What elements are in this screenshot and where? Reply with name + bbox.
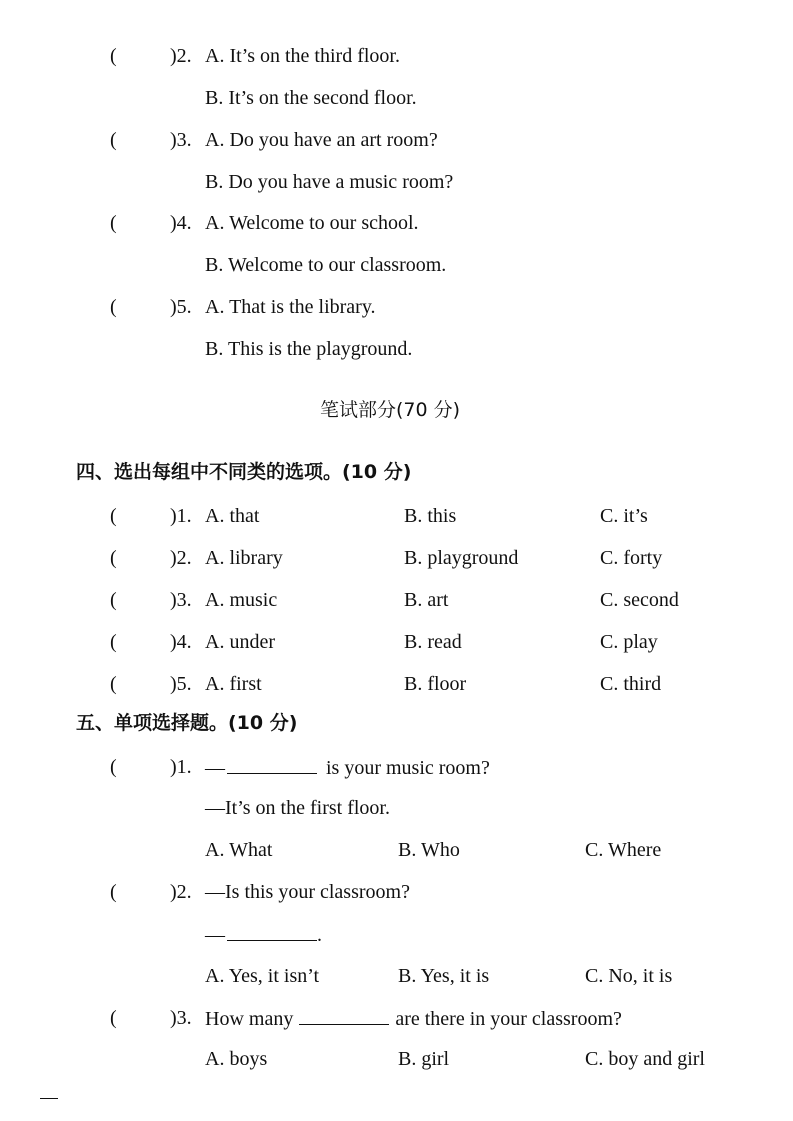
answer-line bbox=[205, 922, 322, 947]
option-b: B. This is the playground. bbox=[205, 338, 413, 360]
item-number: )2. bbox=[170, 881, 192, 903]
answer-paren[interactable]: ( bbox=[110, 45, 117, 67]
item-number: )2. bbox=[170, 547, 192, 569]
option-c: C. Where bbox=[585, 839, 662, 861]
answer-paren[interactable]: ( bbox=[110, 296, 117, 318]
section-heading: 四、选出每组中不同类的选项。(10 分) bbox=[76, 461, 412, 483]
answer-line: —It’s on the first floor. bbox=[205, 797, 390, 819]
item-number: )2. bbox=[170, 45, 192, 67]
option-b: B. girl bbox=[398, 1048, 450, 1070]
option-a: A. Do you have an art room? bbox=[205, 129, 438, 151]
answer-paren[interactable]: ( bbox=[110, 1007, 117, 1029]
option-b: B. floor bbox=[404, 673, 467, 695]
answer-paren[interactable]: ( bbox=[110, 631, 117, 653]
item-number: )4. bbox=[170, 631, 192, 653]
option-c: C. forty bbox=[600, 547, 663, 569]
answer-paren[interactable]: ( bbox=[110, 756, 117, 778]
option-c: C. No, it is bbox=[585, 965, 673, 987]
item-number: )1. bbox=[170, 756, 192, 778]
answer-paren[interactable]: ( bbox=[110, 881, 117, 903]
item-number: )5. bbox=[170, 673, 192, 695]
answer-paren[interactable]: ( bbox=[110, 212, 117, 234]
item-number: )5. bbox=[170, 296, 192, 318]
question-suffix: is your music room? bbox=[326, 757, 490, 779]
option-b: B. art bbox=[404, 589, 449, 611]
answer-blank[interactable] bbox=[227, 922, 317, 941]
option-a: A. boys bbox=[205, 1048, 268, 1070]
question-text bbox=[205, 755, 490, 780]
option-c: C. play bbox=[600, 631, 658, 653]
question-text bbox=[205, 1006, 622, 1031]
item-number: )4. bbox=[170, 212, 192, 234]
option-a: A. under bbox=[205, 631, 275, 653]
item-number: )3. bbox=[170, 129, 192, 151]
option-b: B. It’s on the second floor. bbox=[205, 87, 417, 109]
option-b: B. playground bbox=[404, 547, 519, 569]
answer-paren[interactable]: ( bbox=[110, 673, 117, 695]
answer-prefix: — bbox=[205, 924, 225, 946]
section-heading: 五、单项选择题。(10 分) bbox=[76, 712, 298, 734]
answer-blank[interactable] bbox=[227, 755, 317, 774]
section-title: 笔试部分(70 分) bbox=[320, 399, 461, 421]
option-b: B. Do you have a music room? bbox=[205, 171, 454, 193]
item-number: )1. bbox=[170, 505, 192, 527]
option-a: A. that bbox=[205, 505, 260, 527]
option-a: A. It’s on the third floor. bbox=[205, 45, 400, 67]
option-b: B. Welcome to our classroom. bbox=[205, 254, 447, 276]
answer-suffix: . bbox=[317, 924, 322, 946]
question-prefix: — bbox=[205, 757, 225, 779]
option-a: A. That is the library. bbox=[205, 296, 376, 318]
option-c: C. third bbox=[600, 673, 662, 695]
option-b: B. Who bbox=[398, 839, 460, 861]
option-c: C. boy and girl bbox=[585, 1048, 705, 1070]
item-number: )3. bbox=[170, 1007, 192, 1029]
option-c: C. second bbox=[600, 589, 679, 611]
option-a: A. Yes, it isn’t bbox=[205, 965, 320, 987]
option-a: A. first bbox=[205, 673, 262, 695]
option-c: C. it’s bbox=[600, 505, 648, 527]
question-text: —Is this your classroom? bbox=[205, 881, 410, 903]
answer-blank[interactable] bbox=[299, 1006, 389, 1025]
answer-paren[interactable]: ( bbox=[110, 547, 117, 569]
option-b: B. this bbox=[404, 505, 457, 527]
option-b: B. Yes, it is bbox=[398, 965, 490, 987]
question-prefix: How many bbox=[205, 1008, 294, 1030]
item-number: )3. bbox=[170, 589, 192, 611]
option-a: A. library bbox=[205, 547, 283, 569]
option-a: A. What bbox=[205, 839, 273, 861]
answer-paren[interactable]: ( bbox=[110, 505, 117, 527]
option-a: A. Welcome to our school. bbox=[205, 212, 419, 234]
answer-paren[interactable]: ( bbox=[110, 589, 117, 611]
answer-paren[interactable]: ( bbox=[110, 129, 117, 151]
question-suffix: are there in your classroom? bbox=[395, 1008, 622, 1030]
option-b: B. read bbox=[404, 631, 462, 653]
option-a: A. music bbox=[205, 589, 278, 611]
page-corner-mark bbox=[40, 1098, 58, 1099]
